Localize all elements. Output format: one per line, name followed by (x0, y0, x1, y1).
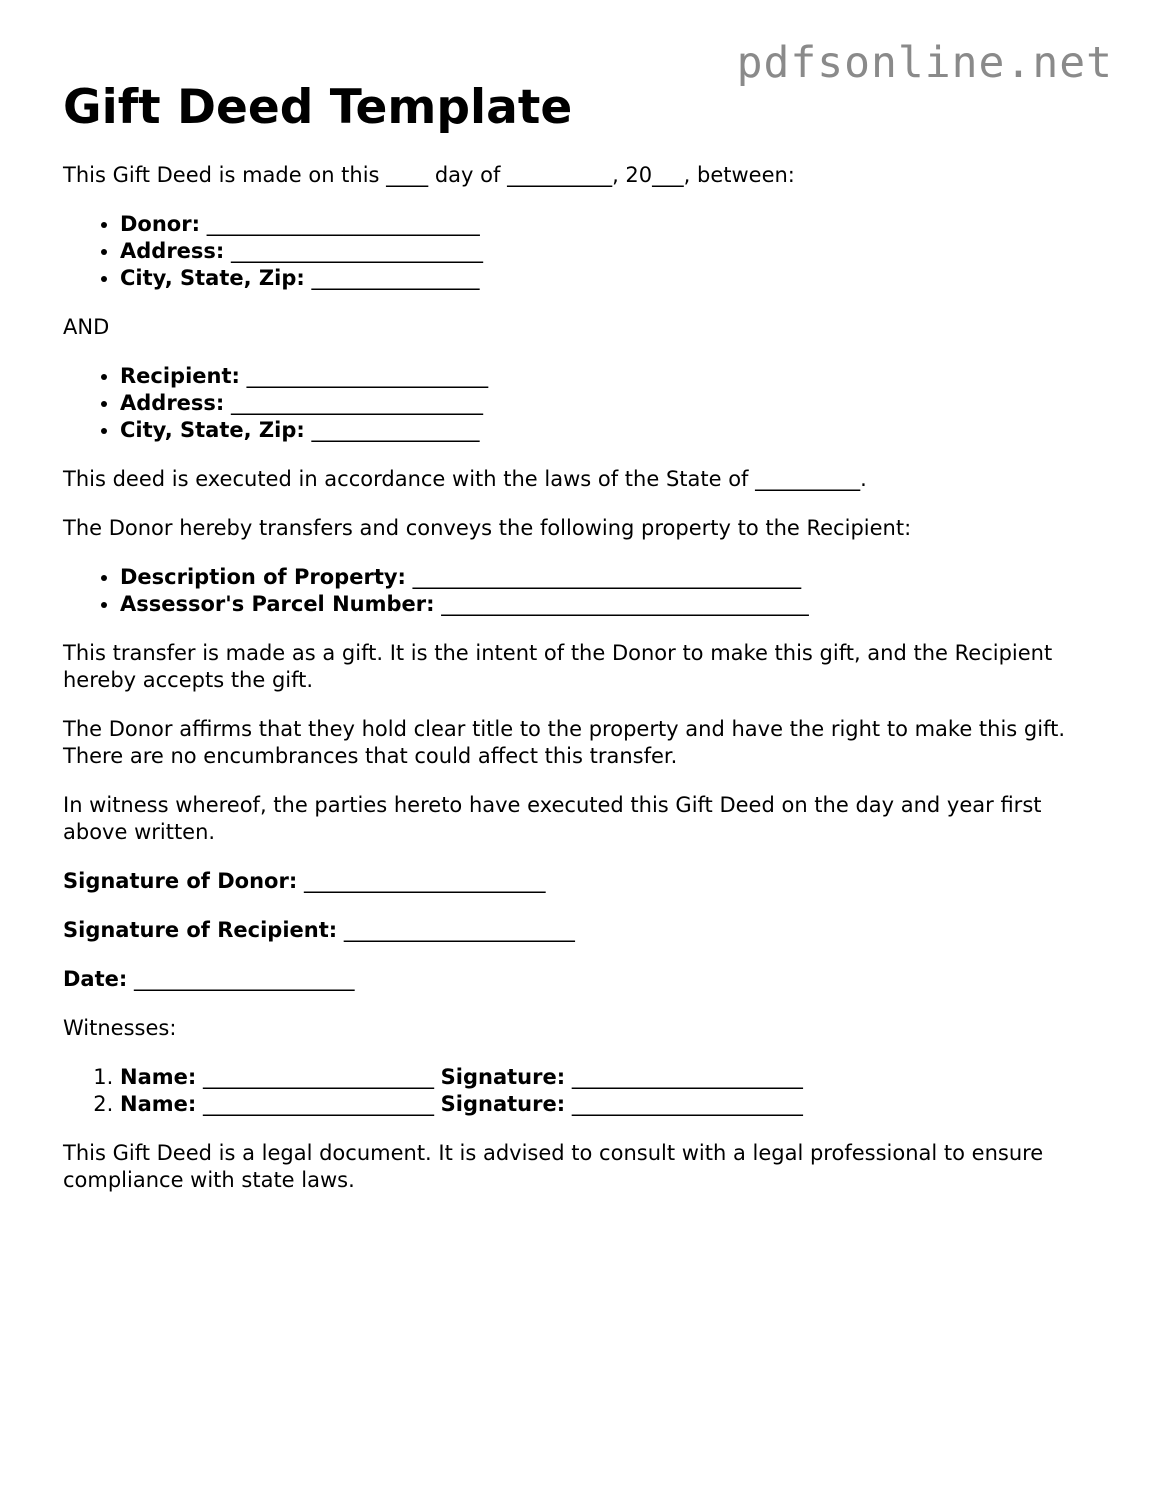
property-description-field (120, 564, 1103, 591)
property-fields (63, 564, 1103, 618)
field-label: Donor: (120, 212, 200, 236)
field-label: Name: (120, 1092, 197, 1116)
field-label: Signature: (440, 1092, 566, 1116)
closing-text: This Gift Deed is a legal document. It is advised to consult with a legal professional to ensure compliance with state laws. (63, 1141, 1044, 1192)
affirm-text: The Donor affirms that they hold clear title to the property and have the right to make this gift. There are no encumbrances that could affect this transfer. (63, 717, 1066, 768)
donor-city-field (120, 265, 1103, 292)
field-blank: ______________________ (571, 1065, 803, 1089)
field-label: Signature of Recipient: (63, 918, 338, 942)
field-label: Address: (120, 239, 225, 263)
gift-text: This transfer is made as a gift. It is the intent of the Donor to make this gift, and the Recipient hereby accepts the gift. (63, 641, 1053, 692)
and-text: AND (63, 315, 110, 339)
field-blank: ______________________ (202, 1092, 434, 1116)
witness-item (120, 1091, 1103, 1118)
donor-signature-line (63, 868, 1103, 895)
donor-address-field (120, 238, 1103, 265)
field-blank: ________________________ (231, 239, 484, 263)
field-blank: ________________ (311, 266, 480, 290)
page-title: Gift Deed Template (63, 80, 573, 135)
donor-fields (63, 211, 1103, 292)
field-blank: _____________________ (133, 967, 355, 991)
witness-item (120, 1064, 1103, 1091)
donor-field (120, 211, 1103, 238)
field-blank: ______________________ (571, 1092, 803, 1116)
field-label: City, State, Zip: (120, 266, 305, 290)
recipient-city-field (120, 417, 1103, 444)
field-blank: _____________________________________ (412, 565, 802, 589)
recipient-address-field (120, 390, 1103, 417)
field-blank: _______________________ (303, 869, 546, 893)
field-label: Recipient: (120, 364, 240, 388)
field-label: City, State, Zip: (120, 418, 305, 442)
field-blank: _______________________ (246, 364, 489, 388)
recipient-fields (63, 363, 1103, 444)
field-label: Date: (63, 967, 128, 991)
witness-text: In witness whereof, the parties hereto have executed this Gift Deed on the day and year first above written. (63, 793, 1042, 844)
transfer-text: The Donor hereby transfers and conveys the following property to the Recipient: (63, 516, 912, 540)
field-label: Name: (120, 1065, 197, 1089)
field-label: Signature: (440, 1065, 566, 1089)
witnesses-label: Witnesses: (63, 1016, 177, 1040)
date-line (63, 966, 1103, 993)
field-label: Assessor's Parcel Number: (120, 592, 435, 616)
field-label: Address: (120, 391, 225, 415)
witness-list (63, 1064, 1103, 1118)
intro-text: This Gift Deed is made on this ____ day of __________, 20___, between: (63, 163, 795, 187)
laws-text: This deed is executed in accordance with the laws of the State of __________. (63, 467, 867, 491)
field-blank: ___________________________________ (441, 592, 809, 616)
signature-block (63, 868, 1103, 993)
field-label: Signature of Donor: (63, 869, 298, 893)
field-blank: ______________________ (202, 1065, 434, 1089)
parcel-number-field (120, 591, 1103, 618)
field-blank: ________________________ (231, 391, 484, 415)
recipient-signature-line (63, 917, 1103, 944)
field-blank: ______________________ (343, 918, 575, 942)
field-blank: __________________________ (206, 212, 480, 236)
watermark: pdfsonline.net (736, 38, 1113, 88)
field-label: Description of Property: (120, 565, 406, 589)
field-blank: ________________ (311, 418, 480, 442)
recipient-field (120, 363, 1103, 390)
document-page (63, 80, 1103, 1194)
